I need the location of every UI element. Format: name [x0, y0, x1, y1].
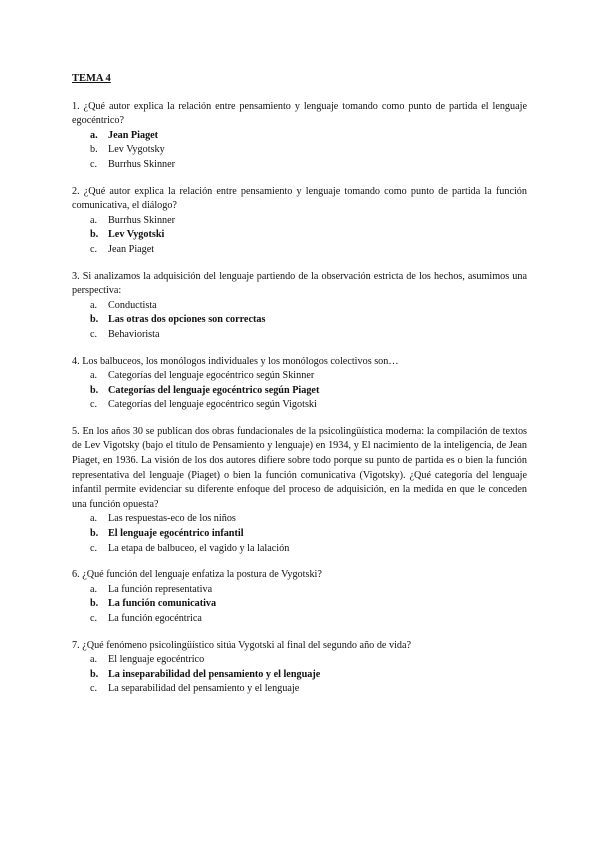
- option-letter: a.: [90, 129, 98, 141]
- question-6: [72, 568, 527, 626]
- question-text: 3. Si analizamos la adquisición del lenguaje partiendo de la observación estricta de los hechos, asumimos una perspectiva:: [72, 270, 527, 297]
- option-text: Las respuestas-eco de los niños: [108, 513, 236, 525]
- question-4: [72, 355, 527, 413]
- correct-option: [72, 527, 527, 542]
- option: [72, 369, 527, 384]
- option: [72, 158, 527, 173]
- option: [72, 653, 527, 668]
- question-text: 4. Los balbuceos, los monólogos individuales y los monólogos colectivos son…: [72, 355, 399, 367]
- option: [72, 398, 527, 413]
- question-2: [72, 185, 527, 258]
- option-text: Behaviorista: [108, 328, 160, 340]
- option-letter: c.: [90, 158, 98, 170]
- option: [72, 512, 527, 527]
- option-text: La inseparabilidad del pensamiento y el lenguaje: [108, 668, 321, 680]
- option: [72, 542, 527, 557]
- option-text: Jean Piaget: [108, 129, 159, 141]
- question-list: [72, 100, 527, 697]
- option-text: Categorías del lenguaje egocéntrico según Skinner: [108, 370, 315, 382]
- option-letter: b.: [90, 528, 99, 540]
- option-list: [72, 653, 527, 697]
- option-text: Categorías del lenguaje egocéntrico según Piaget: [108, 384, 320, 396]
- option-letter: b.: [90, 598, 99, 610]
- option-letter: a.: [90, 513, 98, 525]
- option-letter: a.: [90, 370, 98, 382]
- option: [72, 682, 527, 697]
- option-list: [72, 369, 527, 413]
- option-text: La separabilidad del pensamiento y el lenguaje: [108, 683, 300, 695]
- option: [72, 328, 527, 343]
- option: [72, 612, 527, 627]
- option-text: El lenguaje egocéntrico infantil: [108, 528, 244, 540]
- question-text: 2. ¿Qué autor explica la relación entre pensamiento y lenguaje tomando como punto de partida la función comunicativa, el diálogo?: [72, 185, 527, 212]
- option-text: Lev Vygotski: [108, 229, 165, 241]
- option: [72, 214, 527, 229]
- option: [72, 299, 527, 314]
- option-list: [72, 583, 527, 627]
- option-letter: c.: [90, 328, 98, 340]
- option-letter: c.: [90, 542, 98, 554]
- option-text: Conductista: [108, 299, 157, 311]
- correct-option: [72, 668, 527, 683]
- option-text: La función representativa: [108, 583, 213, 595]
- question-1: [72, 100, 527, 173]
- question-5: [72, 425, 527, 556]
- option-text: La etapa de balbuceo, el vagido y la lalación: [108, 542, 290, 554]
- question-text: 6. ¿Qué función del lenguaje enfatiza la postura de Vygotski?: [72, 569, 322, 581]
- option-letter: b.: [90, 144, 98, 156]
- question-3: [72, 270, 527, 343]
- option-list: [72, 214, 527, 258]
- question-text: 7. ¿Qué fenómeno psicolingüístico sitúa Vygotski al final del segundo año de vida?: [72, 639, 412, 651]
- option-letter: c.: [90, 613, 98, 624]
- option-letter: b.: [90, 229, 99, 241]
- option-text: La función comunicativa: [108, 598, 217, 610]
- option-list: [72, 299, 527, 343]
- option-text: Burrhus Skinner: [108, 214, 176, 226]
- option-list: [72, 512, 527, 556]
- correct-option: [72, 313, 527, 328]
- option-text: Jean Piaget: [108, 243, 155, 255]
- option: [72, 243, 527, 258]
- option-letter: c.: [90, 243, 98, 255]
- question-text: 1. ¿Qué autor explica la relación entre pensamiento y lenguaje tomando como punto de partida el lenguaje egocéntrico?: [72, 100, 527, 127]
- option-letter: b.: [90, 384, 99, 396]
- option-letter: b.: [90, 668, 99, 680]
- correct-option: [72, 597, 527, 612]
- option-text: Las otras dos opciones son correctas: [108, 314, 266, 326]
- correct-option: [72, 384, 527, 399]
- option-text: Categorías del lenguaje egocéntrico según Vigotski: [108, 399, 317, 411]
- option-letter: a.: [90, 299, 98, 311]
- correct-option: [72, 129, 527, 144]
- document-page: [72, 72, 527, 709]
- option-text: El lenguaje egocéntrico: [108, 654, 205, 666]
- option-text: Burrhus Skinner: [108, 158, 176, 170]
- option-letter: a.: [90, 214, 98, 226]
- option-letter: b.: [90, 314, 99, 326]
- option-text: La función egocéntrica: [108, 613, 202, 624]
- option-letter: c.: [90, 399, 98, 411]
- option-text: Lev Vygotsky: [108, 144, 165, 156]
- correct-option: [72, 228, 527, 243]
- option: [72, 143, 527, 158]
- question-7: [72, 639, 527, 697]
- page-title: TEMA 4: [72, 73, 111, 84]
- option-letter: c.: [90, 683, 98, 695]
- option-letter: a.: [90, 583, 98, 595]
- option-letter: a.: [90, 654, 98, 666]
- option: [72, 583, 527, 598]
- option-list: [72, 129, 527, 173]
- question-text: 5. En los años 30 se publican dos obras fundacionales de la psicolingüística moderna: la compilación de textos de Lev Vigotsky (bajo el título de Pensamiento y lenguaje) en 1934, y El nacimiento de la inteligencia, de Jean Piaget, en 1936. La visión de los dos autores difiere sobre todo porque su punto de partida es o bien la función representativa del lenguaje (Piaget) o bien la función comunicativa (Vigotsky). ¿Qué categoría del lenguaje infantil permite evidenciar su diferente enfoque del proceso de adquisición, en la medida en que le conceden una función opuesta?: [72, 425, 527, 510]
